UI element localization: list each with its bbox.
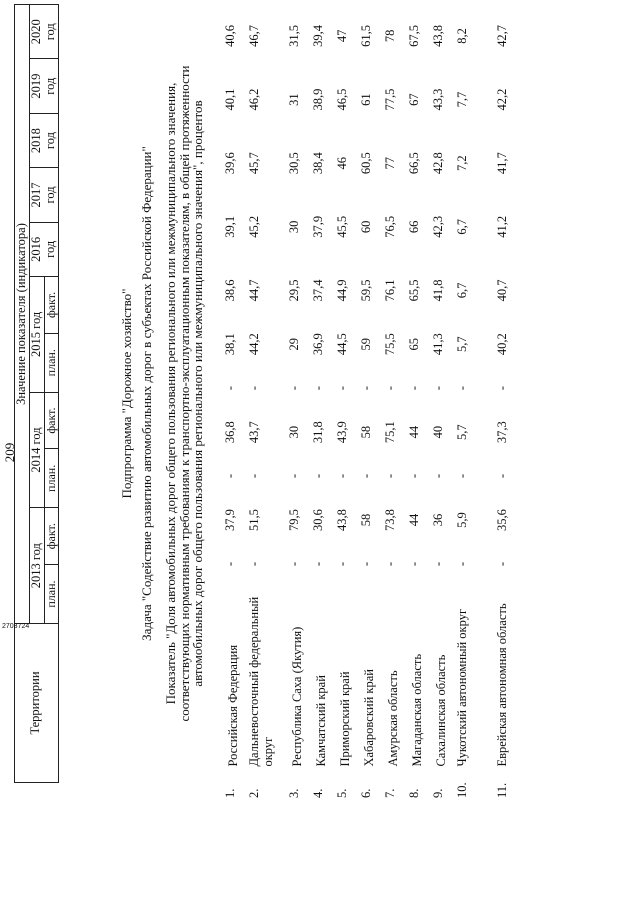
value-cell: 60 [359, 220, 373, 234]
territory-cell: Республика Саха (Якутия) [290, 626, 305, 767]
year-2014-header: 2014 год [29, 392, 44, 508]
table-row [310, 4, 334, 800]
year-2017-header: 2017 год [29, 168, 58, 222]
value-cell: 44,7 [247, 279, 261, 302]
table-row [382, 4, 406, 800]
value-cell: 40,7 [495, 279, 509, 302]
value-cell: - [335, 561, 349, 567]
table-body [222, 4, 534, 800]
value-cell: 45,2 [247, 215, 261, 238]
territory-cell: Чукотский автономный округ [455, 608, 469, 767]
territory-cell: Еврейская автономная область [495, 603, 509, 767]
value-cell: - [407, 561, 421, 567]
value-cell: 51,5 [247, 509, 261, 531]
value-cell: 59,5 [359, 279, 373, 302]
table-row [406, 4, 430, 800]
value-cell: - [359, 386, 373, 391]
value-cell: - [287, 386, 301, 391]
value-cell: 42,8 [431, 152, 445, 175]
value-cell: 75,1 [383, 421, 397, 444]
value-cell: 8,2 [455, 28, 469, 44]
value-cell: 6,7 [455, 219, 469, 235]
value-cell: - [383, 386, 397, 391]
table-row [334, 4, 358, 800]
value-cell: - [287, 474, 301, 479]
value-cell: - [359, 561, 373, 567]
row-number: 10. [455, 782, 469, 798]
value-cell: 46 [335, 156, 349, 170]
subprogram-title: Подпрограмма "Дорожное хозяйство" [119, 288, 134, 499]
indicator-line: автомобильных дорог общего пользования регионального или межмуниципального значения", процентов [190, 100, 206, 687]
value-cell: 35,6 [495, 509, 509, 531]
indicator-value-header: Значение показателя (индикатора) [15, 5, 30, 624]
value-cell: - [287, 561, 301, 567]
value-cell: 67 [407, 93, 421, 106]
value-cell: 30 [287, 425, 301, 439]
value-cell: 76,5 [383, 215, 397, 238]
value-cell: 44,5 [335, 333, 349, 356]
row-number: 11. [495, 782, 509, 798]
row-number: 8. [407, 788, 421, 798]
value-cell: 5,9 [455, 512, 469, 528]
value-cell: - [335, 386, 349, 391]
table-row [358, 4, 382, 800]
value-cell: 78 [383, 29, 397, 43]
value-cell: 42,7 [495, 24, 509, 47]
table-row [222, 4, 246, 800]
value-cell: 41,7 [495, 152, 509, 175]
row-number: 6. [359, 788, 373, 798]
indicator-line: соответствующих нормативным требованиям к транспортно-эксплуатационным показателям, в общей протяженности [176, 65, 192, 722]
value-cell: 60,5 [359, 152, 373, 175]
value-cell: 44 [407, 425, 421, 439]
value-cell: 77,5 [383, 88, 397, 111]
value-cell: 73,8 [383, 509, 397, 531]
value-cell: 5,7 [455, 336, 469, 353]
page-number: 209 [2, 442, 17, 463]
value-cell: 43,8 [335, 509, 349, 531]
value-cell: 40,6 [223, 24, 237, 47]
value-cell: 30,6 [311, 509, 325, 531]
value-cell: - [335, 474, 349, 479]
value-cell: 67,5 [407, 24, 421, 47]
value-cell: 58 [359, 513, 373, 527]
value-cell: 47 [335, 29, 349, 43]
value-cell: - [455, 386, 469, 391]
year-2020-header: 2020 год [29, 5, 58, 59]
value-cell: 36,8 [223, 421, 237, 444]
value-cell: - [495, 386, 509, 391]
year-2013-header: 2013 год [29, 508, 44, 624]
value-cell: 37,9 [311, 215, 325, 238]
table-row [286, 4, 310, 800]
value-cell: 46,5 [335, 88, 349, 111]
row-number: 3. [287, 788, 301, 798]
value-cell: 75,5 [383, 333, 397, 356]
year-2015-header: 2015 год [29, 277, 44, 393]
value-cell: 38,4 [311, 152, 325, 175]
value-cell: 44 [407, 513, 421, 527]
value-cell: 66,5 [407, 152, 421, 175]
value-cell: 31,8 [311, 421, 325, 444]
value-cell: 30,5 [287, 152, 301, 175]
value-cell: 30 [287, 220, 301, 234]
value-cell: 36 [431, 513, 445, 527]
plan-header: план. [44, 449, 58, 508]
value-cell: 7,2 [455, 155, 469, 171]
value-cell: - [495, 474, 509, 479]
value-cell: 46,2 [247, 88, 261, 111]
value-cell: 31,5 [287, 24, 301, 47]
value-cell: - [495, 561, 509, 567]
value-cell: 66 [407, 220, 421, 234]
value-cell: 42,2 [495, 88, 509, 111]
value-cell: 40 [431, 425, 445, 439]
value-cell: - [247, 474, 261, 479]
value-cell: 59 [359, 337, 373, 351]
value-cell: - [223, 561, 237, 567]
value-cell: 37,4 [311, 279, 325, 302]
value-cell: 43,3 [431, 88, 445, 111]
indicator-title [164, 4, 205, 783]
value-cell: - [407, 474, 421, 479]
table-header [14, 4, 59, 783]
value-cell: 40,1 [223, 88, 237, 111]
value-cell: 41,2 [495, 215, 509, 238]
value-cell: 38,1 [223, 333, 237, 356]
value-cell: 29,5 [287, 279, 301, 302]
value-cell: 37,3 [495, 421, 509, 444]
value-cell: 43,7 [247, 421, 261, 444]
row-number: 7. [383, 788, 397, 798]
value-cell: - [455, 561, 469, 567]
value-cell: 44,9 [335, 279, 349, 302]
value-cell: 31 [287, 93, 301, 106]
table-row [454, 4, 494, 800]
value-cell: - [431, 474, 445, 479]
task-title: Задача "Содействие развитию автомобильных дорог в субъектах Российской Федерации" [139, 146, 154, 641]
row-number: 4. [311, 788, 325, 798]
territory-cell: Российская Федерация [226, 644, 241, 767]
territory-cell: Дальневосточный федеральный округ [247, 596, 275, 767]
value-cell: 46,7 [247, 24, 261, 47]
value-cell: 61 [359, 93, 373, 106]
value-cell: - [455, 474, 469, 479]
plan-header: план. [44, 333, 58, 392]
value-cell: 39,4 [311, 24, 325, 47]
value-cell: - [359, 474, 373, 479]
value-cell: 43,8 [431, 24, 445, 47]
value-cell: - [431, 561, 445, 567]
value-cell: 36,9 [311, 333, 325, 356]
territory-cell: Магаданская область [410, 653, 425, 767]
year-2019-header: 2019 год [29, 59, 58, 113]
value-cell: 39,6 [223, 152, 237, 175]
value-cell: 43,9 [335, 421, 349, 444]
value-cell: - [223, 386, 237, 391]
value-cell: - [311, 561, 325, 567]
value-cell: 39,1 [223, 215, 237, 238]
table-row [246, 4, 286, 800]
value-cell: 5,7 [455, 424, 469, 440]
year-2016-header: 2016 год [29, 222, 58, 276]
indicator-line: Показатель "Доля автомобильных дорог общего пользования регионального или межмуниципального значения, [163, 82, 178, 705]
value-cell: 29 [287, 337, 301, 351]
value-cell: 42,3 [431, 215, 445, 238]
territory-cell: Камчатский край [314, 675, 329, 767]
territory-cell: Амурская область [386, 670, 401, 767]
value-cell: 38,6 [223, 279, 237, 302]
value-cell: - [431, 386, 445, 391]
value-cell: 58 [359, 425, 373, 439]
row-number: 2. [247, 788, 261, 798]
fact-header: факт. [44, 508, 58, 565]
value-cell: 45,5 [335, 215, 349, 238]
value-cell: 41,8 [431, 279, 445, 302]
territory-cell: Хабаровский край [362, 669, 377, 767]
value-cell: - [311, 474, 325, 479]
value-cell: 41,3 [431, 333, 445, 356]
value-cell: 77 [383, 156, 397, 170]
territory-header: Территории [15, 624, 59, 783]
value-cell: 65 [407, 337, 421, 351]
value-cell: - [247, 386, 261, 391]
value-cell: 38,9 [311, 88, 325, 111]
value-cell: 7,7 [455, 91, 469, 108]
value-cell: 6,7 [455, 282, 469, 299]
value-cell: 44,2 [247, 333, 261, 356]
row-number: 9. [431, 788, 445, 798]
row-number: 1. [223, 788, 237, 798]
value-cell: 61,5 [359, 24, 373, 47]
value-cell: 37,9 [223, 509, 237, 531]
value-cell: - [407, 386, 421, 391]
value-cell: 76,1 [383, 279, 397, 302]
value-cell: 45,7 [247, 152, 261, 175]
plan-header: план. [44, 565, 58, 624]
value-cell: 79,5 [287, 509, 301, 531]
value-cell: - [311, 386, 325, 391]
value-cell: 40,2 [495, 333, 509, 356]
value-cell: 65,5 [407, 279, 421, 302]
fact-header: факт. [44, 392, 58, 449]
year-2018-header: 2018 год [29, 113, 58, 167]
table-row [494, 4, 534, 800]
value-cell: - [383, 474, 397, 479]
value-cell: - [383, 561, 397, 567]
document-id: 2703724 [2, 623, 30, 630]
row-number: 5. [335, 788, 349, 798]
value-cell: - [247, 561, 261, 567]
territory-cell: Сахалинская область [434, 654, 449, 767]
table-row [430, 4, 454, 800]
value-cell: - [223, 474, 237, 479]
territory-cell: Приморский край [338, 671, 353, 767]
fact-header: факт. [44, 277, 58, 334]
